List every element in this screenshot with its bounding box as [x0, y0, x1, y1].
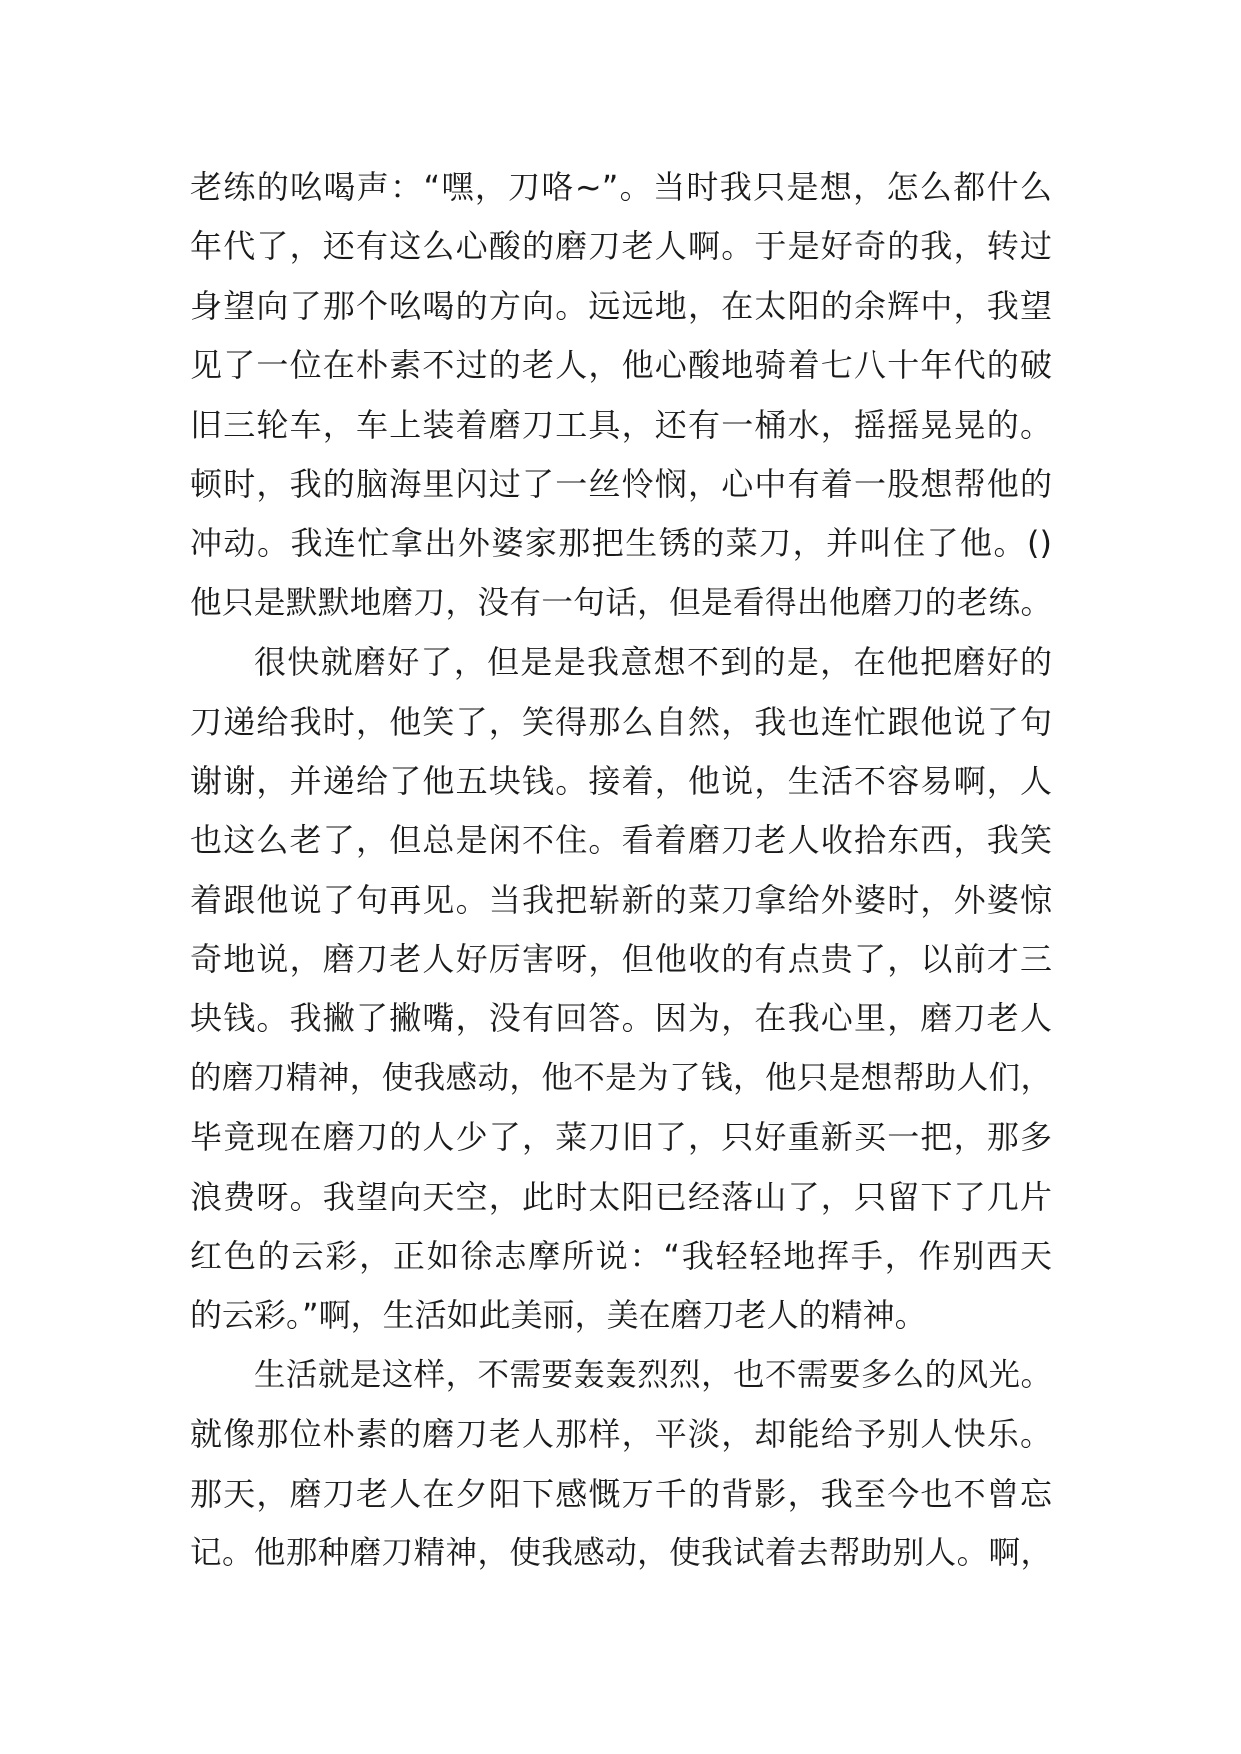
text-line: 刀递给我时，他笑了，笑得那么自然，我也连忙跟他说了句 — [190, 702, 1052, 741]
text-line: 也这么老了，但总是闲不住。看着磨刀老人收拾东西，我笑 — [190, 821, 1052, 860]
text-line: 老练的吆喝声：“嘿，刀咯~”。当时我只是想，怎么都什么 — [190, 168, 1052, 206]
text-line: 块钱。我撇了撇嘴，没有回答。因为，在我心里，磨刀老人 — [190, 999, 1052, 1038]
essay-text-block — [190, 158, 1052, 1583]
text-line: 年代了，还有这么心酸的磨刀老人啊。于是好奇的我，转过 — [190, 227, 1052, 266]
text-line: 他只是默默地磨刀，没有一句话，但是看得出他磨刀的老练。 — [190, 584, 1052, 621]
paragraph-first-line: 生活就是这样，不需要轰轰烈烈，也不需要多么的风光。 — [254, 1356, 1052, 1393]
text-line: 旧三轮车，车上装着磨刀工具，还有一桶水，摇摇晃晃的。 — [190, 405, 1052, 444]
text-line: 顿时，我的脑海里闪过了一丝怜悯，心中有着一股想帮他的 — [190, 464, 1052, 503]
text-line: 着跟他说了句再见。当我把崭新的菜刀拿给外婆时，外婆惊 — [190, 880, 1052, 919]
text-line: 那天，磨刀老人在夕阳下感慨万千的背影，我至今也不曾忘 — [190, 1474, 1052, 1513]
text-line: 记。他那种磨刀精神，使我感动，使我试着去帮助别人。啊， — [190, 1534, 1052, 1571]
text-line: 身望向了那个吆喝的方向。远远地，在太阳的余辉中，我望 — [190, 286, 1052, 325]
text-line: 谢谢，并递给了他五块钱。接着，他说，生活不容易啊，人 — [190, 761, 1052, 800]
text-line: 冲动。我连忙拿出外婆家那把生锈的菜刀，并叫住了他。() — [190, 524, 1052, 563]
text-line: 的磨刀精神，使我感动，他不是为了钱，他只是想帮助人们， — [190, 1059, 1052, 1096]
text-line: 毕竟现在磨刀的人少了，菜刀旧了，只好重新买一把，那多 — [190, 1118, 1052, 1157]
text-line: 红色的云彩，正如徐志摩所说：“我轻轻地挥手，作别西天 — [190, 1237, 1052, 1276]
text-line: 浪费呀。我望向天空，此时太阳已经落山了，只留下了几片 — [190, 1177, 1052, 1216]
paragraph-last-line: 的云彩。”啊，生活如此美丽，美在磨刀老人的精神。 — [190, 1296, 927, 1335]
text-line: 就像那位朴素的磨刀老人那样，平淡，却能给予别人快乐。 — [190, 1415, 1052, 1454]
text-line: 奇地说，磨刀老人好厉害呀，但他收的有点贵了，以前才三 — [190, 940, 1052, 979]
text-line: 见了一位在朴素不过的老人，他心酸地骑着七八十年代的破 — [190, 346, 1052, 385]
paragraph-first-line: 很快就磨好了，但是是我意想不到的是，在他把磨好的 — [254, 643, 1052, 682]
